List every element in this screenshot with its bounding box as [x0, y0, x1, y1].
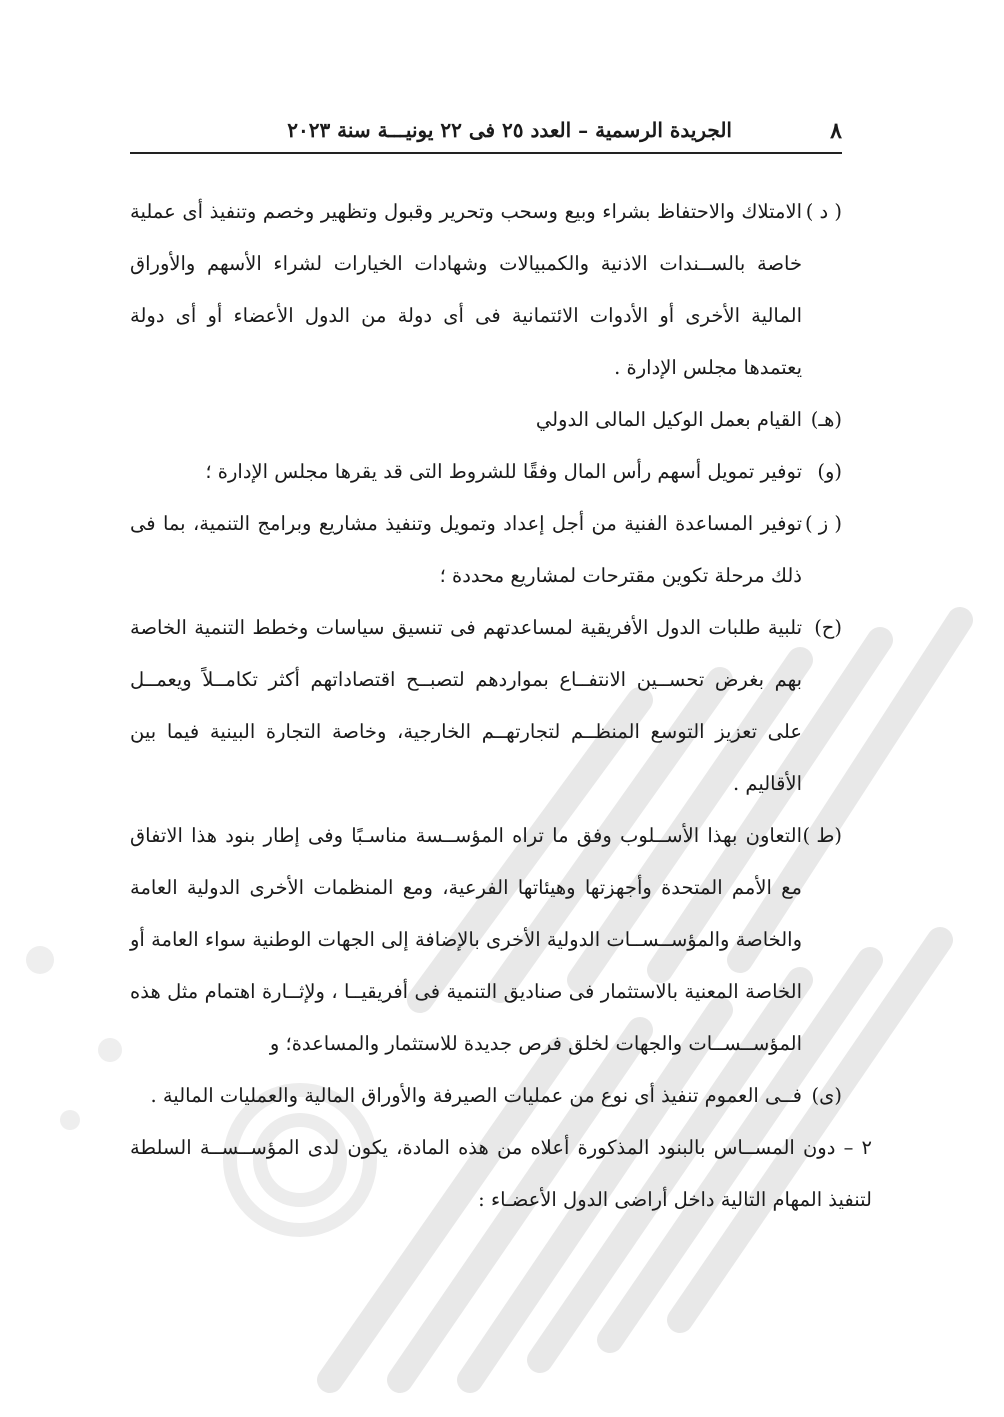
clause-label: (هـ) [810, 408, 842, 431]
page-number: ٨ [830, 118, 842, 144]
clause-y [130, 1070, 842, 1122]
clause-label: ( د ) [805, 200, 842, 223]
clause-text: توفير تمويل أسهم رأس المال وفقًا للشروط التى قد يقرها مجلس الإدارة ؛ [205, 460, 802, 483]
paragraph-2 [130, 1122, 872, 1226]
clause-text: تلبية طلبات الدول الأفريقية لمساعدتهم فى تنسيق سياسات وخطط التنمية الخاصة بهم بغرض تحســين الانتفــاع بمواردهم لتصبــح اقتصاداتهم أكثر تكامــلاً ويعمــل على تعزيز التوسع المنظــم لتجارتهــم الخارجية، وخاصة التجارة البينية فيما بين الأقاليم . [130, 616, 802, 795]
clause-text: الامتلاك والاحتفاظ بشراء وبيع وسحب وتحرير وقبول وتظهير وخصم وتنفيذ أى عملية خاصة بالســندات الاذنية والكمبيالات وشهادات الخيارات لشراء الأسهم والأوراق المالية الأخرى أو الأدوات الائتمانية فى أى دولة من الدول الأعضاء أو أى دولة يعتمدها مجلس الإدارة . [130, 200, 802, 379]
page-header [130, 112, 842, 154]
clause-ha [130, 602, 842, 810]
paragraph-number: ٢ [861, 1136, 872, 1159]
clause-d [130, 186, 842, 394]
paragraph-text: – دون المســاس بالبنود المذكورة أعلاه من هذه المادة، يكون لدى المؤســســة السلطة لتنفيذ المهام التالية داخل أراضى الدول الأعضـاء : [130, 1136, 872, 1211]
clause-w [130, 446, 842, 498]
clause-text: القيام بعمل الوكيل المالى الدولي [535, 408, 802, 431]
clause-label: (ى) [811, 1084, 842, 1107]
article-body [130, 186, 872, 1226]
clause-label: (ط ) [802, 824, 842, 847]
clause-label: ( ز ) [804, 512, 842, 535]
clause-label: (و) [817, 460, 842, 483]
clause-text: فــى العموم تنفيذ أى نوع من عمليات الصيرفة والأوراق المالية والعمليات المالية . [150, 1084, 802, 1107]
clause-h [130, 394, 842, 446]
clause-label: (ح) [814, 616, 842, 639]
clause-z [130, 498, 842, 602]
clause-text: توفير المساعدة الفنية من أجل إعداد وتمويل وتنفيذ مشاريع وبرامج التنمية، بما فى ذلك مرحلة تكوين مقترحات لمشاريع محددة ؛ [130, 512, 802, 587]
clause-ta [130, 810, 842, 1070]
running-title: الجريدة الرسمية – العدد ٢٥ فى ٢٢ يونيـــة سنة ٢٠٢٣ [287, 118, 732, 142]
clause-text: التعاون بهذا الأســلوب وفق ما تراه المؤســسة مناسـبًا وفى إطار بنود هذا الاتفاق مع الأمم المتحدة وأجهزتها وهيئاتها الفرعية، ومع المنظمات الأخرى الدولية العامة والخاصة والمؤســســات الدولية الأخرى بالإضافة إلى الجهات الوطنية سواء العامة أو الخاصة المعنية بالاستثمار فى صناديق التنمية فى أفريقيــا ، ولإثــارة اهتمام مثل هذه المؤســســات والجهات لخلق فرص جديدة للاستثمار والمساعدة؛ و [130, 824, 802, 1055]
